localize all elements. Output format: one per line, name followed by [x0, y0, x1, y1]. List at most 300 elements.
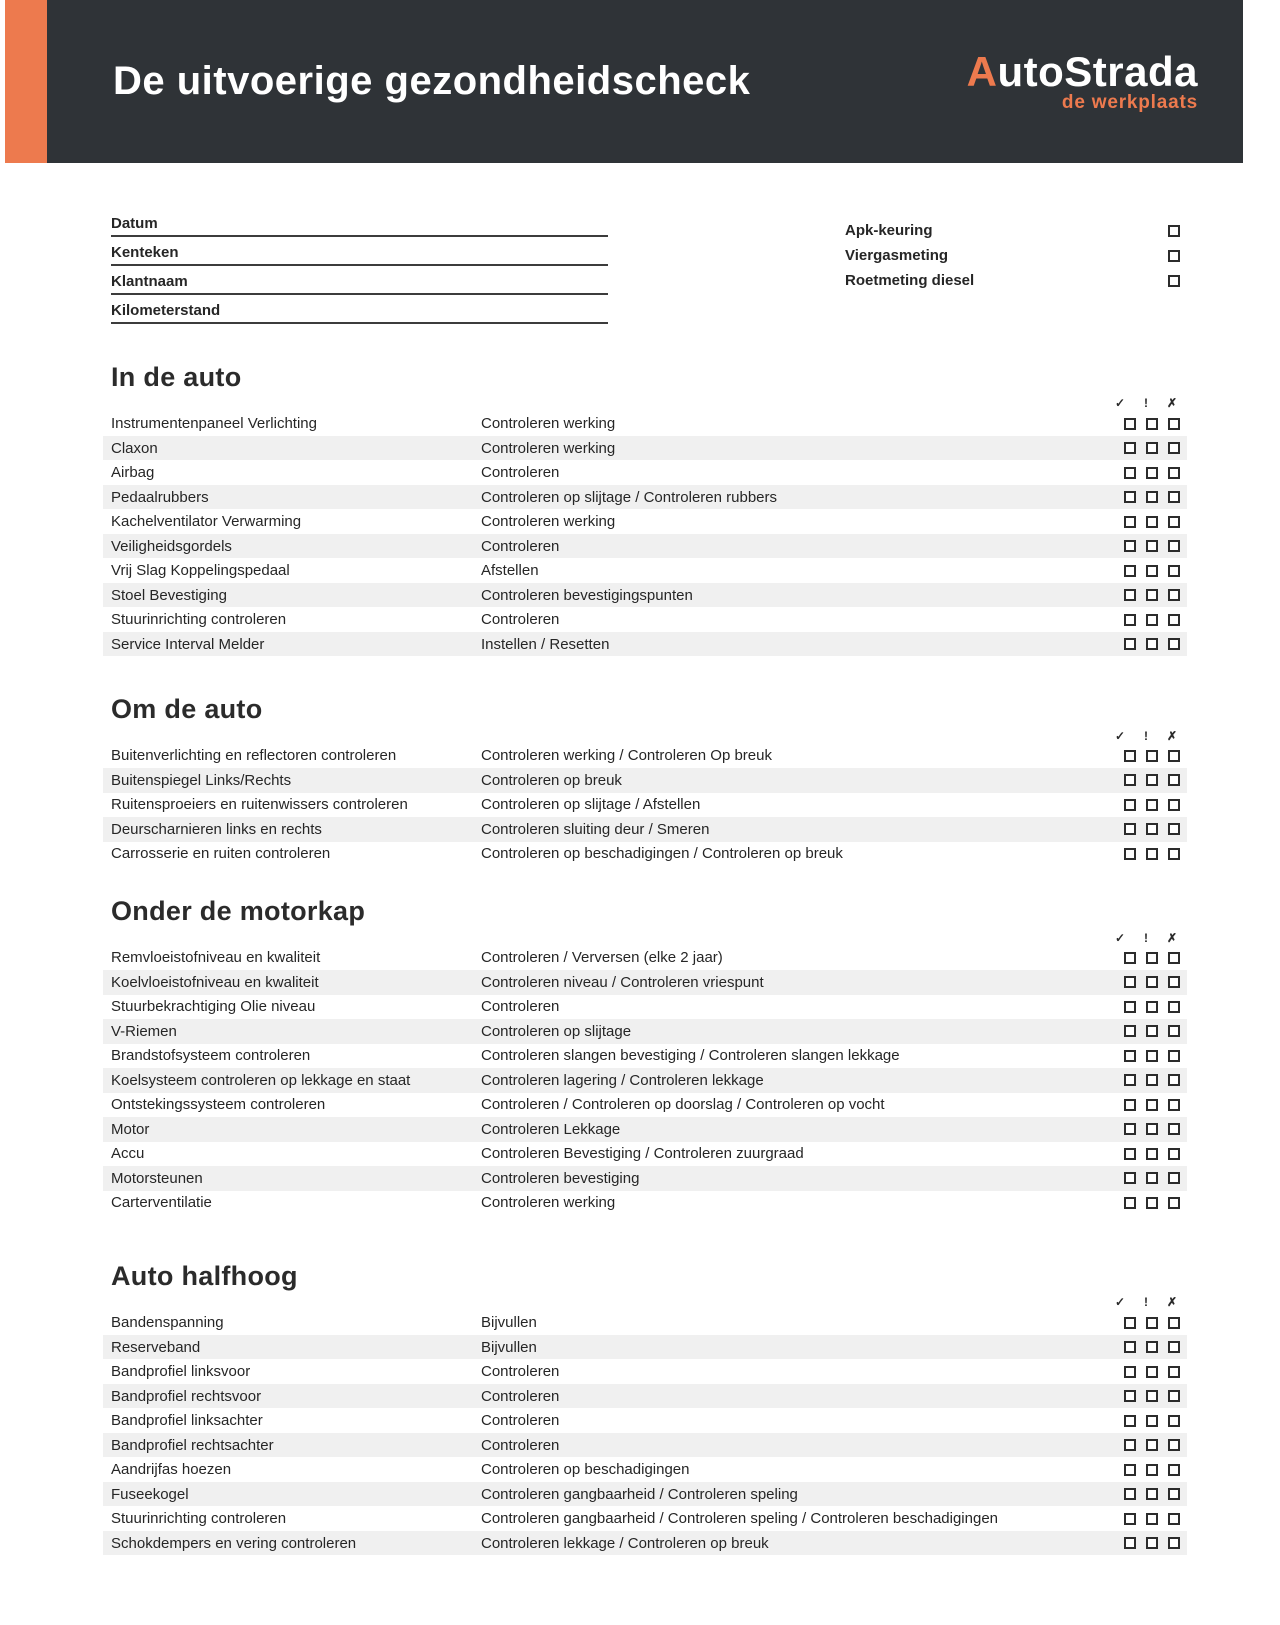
item-action: Controleren werking [481, 513, 616, 531]
checkbox-ok[interactable] [1124, 750, 1136, 762]
checklist-row [103, 1433, 1187, 1458]
item-name: Vrij Slag Koppelingspedaal [111, 562, 290, 580]
item-name: Bandprofiel rechtsvoor [111, 1387, 262, 1405]
checkmark-header-icon: ✓ [1114, 930, 1126, 945]
checkbox-ok[interactable] [1124, 614, 1136, 626]
checkbox-ok[interactable] [1124, 589, 1136, 601]
checklist-row [103, 436, 1187, 461]
item-name: Bandprofiel linksachter [111, 1412, 263, 1430]
checklist-row [103, 1068, 1187, 1093]
item-name: Pedaalrubbers [111, 488, 209, 506]
item-name: Ontstekingssysteem controleren [111, 1096, 326, 1114]
row-checkboxes [1124, 467, 1180, 479]
item-name: Brandstofsysteem controleren [111, 1047, 311, 1065]
checklist-row [103, 817, 1187, 842]
item-name: V-Riemen [111, 1022, 177, 1040]
item-action: Controleren / Controleren op doorslag / Controleren op vocht [481, 1096, 885, 1114]
item-action: Controleren [481, 537, 560, 555]
item-action: Controleren werking [481, 439, 616, 457]
item-name: Motorsteunen [111, 1169, 203, 1187]
item-name: Airbag [111, 464, 155, 482]
checklist-row [103, 1117, 1187, 1142]
field-label: Datum [111, 215, 158, 232]
item-action: Controleren / Verversen (elke 2 jaar) [481, 949, 723, 967]
checkbox-fail[interactable] [1168, 1001, 1180, 1013]
checkbox-attention[interactable] [1146, 1366, 1158, 1378]
item-action: Controleren [481, 464, 560, 482]
checkbox-ok[interactable] [1124, 799, 1136, 811]
row-checkboxes [1124, 848, 1180, 860]
row-checkboxes [1124, 565, 1180, 577]
exclamation-header-icon: ! [1144, 396, 1148, 411]
checkbox-ok[interactable] [1124, 1537, 1136, 1549]
checkbox-ok[interactable] [1124, 1172, 1136, 1184]
row-checkboxes [1124, 1123, 1180, 1135]
checklist-section [103, 1262, 1187, 1555]
item-action: Controleren niveau / Controleren vriespunt [481, 973, 764, 991]
section-rows [103, 946, 1187, 1216]
checkbox-attention[interactable] [1146, 565, 1158, 577]
checkbox-fail[interactable] [1168, 750, 1180, 762]
checkbox-fail[interactable] [1168, 1025, 1180, 1037]
row-checkboxes [1124, 1172, 1180, 1184]
checklist-row [103, 583, 1187, 608]
checkbox-attention[interactable] [1146, 1025, 1158, 1037]
section-title: Om de auto [111, 694, 263, 725]
top-form [111, 216, 1180, 332]
checklist-row [103, 946, 1187, 971]
checkbox-fail[interactable] [1168, 1488, 1180, 1500]
row-checkboxes [1124, 1001, 1180, 1013]
checkbox-attention[interactable] [1146, 799, 1158, 811]
checklist-row [103, 842, 1187, 867]
checkbox-ok[interactable] [1124, 848, 1136, 860]
item-name: Bandenspanning [111, 1314, 224, 1332]
checkbox-ok[interactable] [1124, 1099, 1136, 1111]
checkbox-fail[interactable] [1168, 1464, 1180, 1476]
checkbox-fail[interactable] [1168, 1341, 1180, 1353]
checkbox-fail[interactable] [1168, 442, 1180, 454]
checkbox-attention[interactable] [1146, 1415, 1158, 1427]
checkbox-attention[interactable] [1146, 638, 1158, 650]
checklist-row [103, 1142, 1187, 1167]
checkbox-attention[interactable] [1146, 1197, 1158, 1209]
row-checkboxes [1124, 1148, 1180, 1160]
checkbox-attention[interactable] [1146, 491, 1158, 503]
row-checkboxes [1124, 1415, 1180, 1427]
check-label: Viergasmeting [845, 247, 949, 264]
item-action: Controleren [481, 1436, 560, 1454]
item-action: Controleren Lekkage [481, 1120, 621, 1138]
checkbox-ok[interactable] [1124, 467, 1136, 479]
cross-header-icon: ✗ [1166, 1295, 1178, 1310]
checklist-row [103, 632, 1187, 657]
check-label: Roetmeting diesel [845, 272, 975, 289]
row-checkboxes [1124, 516, 1180, 528]
item-name: Carterventilatie [111, 1194, 212, 1212]
item-name: Stoel Bevestiging [111, 586, 227, 604]
check-label: Apk-keuring [845, 222, 933, 239]
item-action: Instellen / Resetten [481, 635, 610, 653]
check-column-headers [103, 730, 1187, 742]
checklist-section [103, 897, 1187, 1215]
checkbox-fail[interactable] [1168, 516, 1180, 528]
row-checkboxes [1124, 589, 1180, 601]
checklist-row [103, 1019, 1187, 1044]
checkbox-ok[interactable] [1124, 1464, 1136, 1476]
field-label: Klantnaam [111, 273, 188, 290]
item-name: Fuseekogel [111, 1485, 189, 1503]
checkbox-ok[interactable] [1124, 1148, 1136, 1160]
checkbox-attention[interactable] [1146, 1390, 1158, 1402]
checkbox-fail[interactable] [1168, 1123, 1180, 1135]
cross-header-icon: ✗ [1166, 396, 1178, 411]
checkbox-attention[interactable] [1146, 467, 1158, 479]
checkbox-attention[interactable] [1146, 774, 1158, 786]
checkbox-attention[interactable] [1146, 750, 1158, 762]
checkbox-fail[interactable] [1168, 638, 1180, 650]
item-action: Controleren Bevestiging / Controleren zuurgraad [481, 1145, 804, 1163]
checkbox-attention[interactable] [1146, 442, 1158, 454]
row-checkboxes [1124, 799, 1180, 811]
checklist-row [103, 1166, 1187, 1191]
row-checkboxes [1124, 1366, 1180, 1378]
checkbox-attention[interactable] [1146, 952, 1158, 964]
checkbox-ok[interactable] [1124, 1050, 1136, 1062]
row-checkboxes [1124, 1074, 1180, 1086]
checkbox-ok[interactable] [1124, 540, 1136, 552]
checkbox-fail[interactable] [1168, 1415, 1180, 1427]
item-name: Reserveband [111, 1338, 201, 1356]
checkbox-attention[interactable] [1146, 516, 1158, 528]
item-action: Controleren lagering / Controleren lekkage [481, 1071, 764, 1089]
row-checkboxes [1124, 1317, 1180, 1329]
checkbox-fail[interactable] [1168, 1366, 1180, 1378]
checklist-row [103, 534, 1187, 559]
checklist-row [103, 1531, 1187, 1556]
checkbox-attention[interactable] [1146, 976, 1158, 988]
checkbox-fail[interactable] [1168, 799, 1180, 811]
item-name: Carrosserie en ruiten controleren [111, 845, 331, 863]
checkbox-ok[interactable] [1124, 1439, 1136, 1451]
checklist-row [103, 1335, 1187, 1360]
logo-brand-rest: utoStrada [997, 48, 1198, 95]
item-action: Controleren op beschadigingen [481, 1461, 690, 1479]
checkbox-fail[interactable] [1168, 589, 1180, 601]
checkbox-ok[interactable] [1124, 774, 1136, 786]
item-name: Schokdempers en vering controleren [111, 1534, 357, 1552]
item-action: Controleren gangbaarheid / Controleren speling / Controleren beschadigingen [481, 1510, 999, 1528]
row-checkboxes [1124, 1025, 1180, 1037]
checkbox-ok[interactable] [1124, 491, 1136, 503]
checkbox-attention[interactable] [1146, 1317, 1158, 1329]
roetmeting-diesel-checkbox[interactable] [1168, 275, 1180, 287]
item-action: Afstellen [481, 562, 539, 580]
checklist-row [103, 558, 1187, 583]
checkbox-fail[interactable] [1168, 565, 1180, 577]
checkbox-ok[interactable] [1124, 823, 1136, 835]
inspection-checks [845, 216, 1180, 332]
item-name: Stuurinrichting controleren [111, 1510, 287, 1528]
row-checkboxes [1124, 638, 1180, 650]
checklist-row [103, 411, 1187, 436]
row-checkboxes [1124, 1390, 1180, 1402]
row-checkboxes [1124, 952, 1180, 964]
exclamation-header-icon: ! [1144, 1295, 1148, 1310]
checkbox-fail[interactable] [1168, 540, 1180, 552]
checkbox-attention[interactable] [1146, 1123, 1158, 1135]
checkbox-ok[interactable] [1124, 1197, 1136, 1209]
item-name: Motor [111, 1120, 150, 1138]
checklist-row [103, 1044, 1187, 1069]
item-action: Controleren bevestigingspunten [481, 586, 693, 604]
page-title: De uitvoerige gezondheidscheck [113, 59, 751, 103]
checkbox-ok[interactable] [1124, 1025, 1136, 1037]
checkbox-attention[interactable] [1146, 540, 1158, 552]
logo-brand [966, 48, 1198, 95]
checklist-row [103, 1482, 1187, 1507]
checkbox-fail[interactable] [1168, 1172, 1180, 1184]
section-rows [103, 411, 1187, 656]
checkbox-fail[interactable] [1168, 1099, 1180, 1111]
checkbox-ok[interactable] [1124, 952, 1136, 964]
checkbox-ok[interactable] [1124, 1488, 1136, 1500]
checkbox-attention[interactable] [1146, 1488, 1158, 1500]
checkbox-ok[interactable] [1124, 1366, 1136, 1378]
checkbox-fail[interactable] [1168, 1317, 1180, 1329]
row-checkboxes [1124, 540, 1180, 552]
row-checkboxes [1124, 774, 1180, 786]
field-label: Kilometerstand [111, 302, 221, 319]
item-action: Controleren slangen bevestiging / Controleren slangen lekkage [481, 1047, 900, 1065]
item-action: Controleren op slijtage / Controleren rubbers [481, 488, 777, 506]
datum-field [111, 216, 608, 237]
checkbox-ok[interactable] [1124, 1123, 1136, 1135]
cross-header-icon: ✗ [1166, 728, 1178, 743]
section-title: Onder de motorkap [111, 896, 366, 927]
checkbox-ok[interactable] [1124, 565, 1136, 577]
row-checkboxes [1124, 491, 1180, 503]
checklist-row [103, 1191, 1187, 1216]
item-action: Controleren sluiting deur / Smeren [481, 820, 710, 838]
item-action: Controleren lekkage / Controleren op breuk [481, 1534, 769, 1552]
logo-tagline: de werkplaats [1061, 92, 1198, 113]
checklist-row [103, 1093, 1187, 1118]
item-name: Buitenspiegel Links/Rechts [111, 771, 292, 789]
item-name: Accu [111, 1145, 145, 1163]
check-column-headers [103, 1296, 1187, 1308]
row-checkboxes [1124, 1050, 1180, 1062]
item-name: Stuurinrichting controleren [111, 611, 287, 629]
cross-header-icon: ✗ [1166, 930, 1178, 945]
row-checkboxes [1124, 1464, 1180, 1476]
item-name: Aandrijfas hoezen [111, 1461, 232, 1479]
item-action: Controleren werking [481, 1194, 616, 1212]
checkbox-attention[interactable] [1146, 1099, 1158, 1111]
field-label: Kenteken [111, 244, 179, 261]
checkbox-fail[interactable] [1168, 1390, 1180, 1402]
checkbox-attention[interactable] [1146, 1464, 1158, 1476]
checklist-row [103, 1384, 1187, 1409]
checkbox-ok[interactable] [1124, 1513, 1136, 1525]
checklist-row [103, 1359, 1187, 1384]
checkbox-fail[interactable] [1168, 1513, 1180, 1525]
item-name: Bandprofiel rechtsachter [111, 1436, 274, 1454]
item-action: Controleren werking / Controleren Op breuk [481, 747, 772, 765]
checkbox-fail[interactable] [1168, 1537, 1180, 1549]
checkbox-ok[interactable] [1124, 1390, 1136, 1402]
item-action: Controleren gangbaarheid / Controleren speling [481, 1485, 798, 1503]
row-checkboxes [1124, 442, 1180, 454]
item-name: Instrumentenpaneel Verlichting [111, 415, 317, 433]
item-name: Service Interval Melder [111, 635, 265, 653]
check-column-headers [103, 932, 1187, 944]
row-checkboxes [1124, 750, 1180, 762]
item-action: Controleren op breuk [481, 771, 622, 789]
checklist-section [103, 363, 1187, 656]
apk-keuring-checkbox[interactable] [1168, 225, 1180, 237]
logo-brand-accent-letter: A [966, 48, 998, 95]
checklist-row [103, 1310, 1187, 1335]
checkbox-ok[interactable] [1124, 442, 1136, 454]
checkbox-ok[interactable] [1124, 418, 1136, 430]
checklist-row [103, 970, 1187, 995]
checkbox-fail[interactable] [1168, 418, 1180, 430]
checkbox-fail[interactable] [1168, 823, 1180, 835]
kenteken-field [111, 245, 608, 266]
checkbox-fail[interactable] [1168, 1050, 1180, 1062]
klantnaam-field [111, 274, 608, 295]
checklist-row [103, 995, 1187, 1020]
checkmark-header-icon: ✓ [1114, 1295, 1126, 1310]
item-name: Kachelventilator Verwarming [111, 513, 302, 531]
item-action: Controleren op slijtage [481, 1022, 632, 1040]
checklist-row [103, 1408, 1187, 1433]
checkbox-fail[interactable] [1168, 1074, 1180, 1086]
checkbox-ok[interactable] [1124, 1074, 1136, 1086]
checkbox-attention[interactable] [1146, 614, 1158, 626]
item-action: Controleren [481, 998, 560, 1016]
checkbox-attention[interactable] [1146, 1537, 1158, 1549]
row-checkboxes [1124, 614, 1180, 626]
checkbox-attention[interactable] [1146, 1172, 1158, 1184]
item-action: Bijvullen [481, 1314, 537, 1332]
item-name: Veiligheidsgordels [111, 537, 232, 555]
checkbox-ok[interactable] [1124, 516, 1136, 528]
row-checkboxes [1124, 418, 1180, 430]
row-checkboxes [1124, 1439, 1180, 1451]
header-accent-bar [5, 0, 47, 163]
checkbox-attention[interactable] [1146, 1341, 1158, 1353]
check-column-headers [103, 397, 1187, 409]
checkbox-fail[interactable] [1168, 491, 1180, 503]
item-name: Claxon [111, 439, 158, 457]
form-fields [111, 216, 608, 332]
exclamation-header-icon: ! [1144, 728, 1148, 743]
checkbox-attention[interactable] [1146, 1074, 1158, 1086]
viergasmeting-row [845, 243, 1180, 268]
row-checkboxes [1124, 1197, 1180, 1209]
checklist-row [103, 509, 1187, 534]
checkbox-attention[interactable] [1146, 823, 1158, 835]
checkbox-attention[interactable] [1146, 1148, 1158, 1160]
section-title: In de auto [111, 362, 242, 392]
item-name: Koelsysteem controleren op lekkage en staat [111, 1071, 411, 1089]
item-action: Controleren werking [481, 415, 616, 433]
checklist-row [103, 460, 1187, 485]
checkbox-attention[interactable] [1146, 1513, 1158, 1525]
checkmark-header-icon: ✓ [1114, 396, 1126, 411]
checkbox-fail[interactable] [1168, 1197, 1180, 1209]
checklist-row [103, 768, 1187, 793]
checkbox-attention[interactable] [1146, 1050, 1158, 1062]
header-main [47, 0, 1243, 163]
item-action: Controleren [481, 611, 560, 629]
checkbox-fail[interactable] [1168, 774, 1180, 786]
checklist-row [103, 485, 1187, 510]
item-action: Controleren [481, 1363, 560, 1381]
checkbox-ok[interactable] [1124, 1415, 1136, 1427]
checkbox-attention[interactable] [1146, 589, 1158, 601]
section-rows [103, 1310, 1187, 1555]
section-title: Auto halfhoog [111, 1261, 298, 1292]
checkbox-fail[interactable] [1168, 1439, 1180, 1451]
item-action: Controleren [481, 1387, 560, 1405]
checklist-section [103, 695, 1187, 866]
checkbox-fail[interactable] [1168, 848, 1180, 860]
roetmeting-diesel-row [845, 268, 1180, 293]
section-rows [103, 744, 1187, 867]
item-name: Remvloeistofniveau en kwaliteit [111, 949, 321, 967]
viergasmeting-checkbox[interactable] [1168, 250, 1180, 262]
row-checkboxes [1124, 1513, 1180, 1525]
row-checkboxes [1124, 1537, 1180, 1549]
checklist-row [103, 793, 1187, 818]
autostrada-logo [966, 48, 1198, 113]
item-action: Bijvullen [481, 1338, 537, 1356]
checkmark-header-icon: ✓ [1114, 728, 1126, 743]
checkbox-ok[interactable] [1124, 1317, 1136, 1329]
item-name: Koelvloeistofniveau en kwaliteit [111, 973, 319, 991]
checkbox-attention[interactable] [1146, 1001, 1158, 1013]
exclamation-header-icon: ! [1144, 930, 1148, 945]
header [5, 0, 1243, 163]
checklist-row [103, 1506, 1187, 1531]
checkbox-fail[interactable] [1168, 952, 1180, 964]
checkbox-ok[interactable] [1124, 976, 1136, 988]
item-name: Stuurbekrachtiging Olie niveau [111, 998, 316, 1016]
row-checkboxes [1124, 976, 1180, 988]
checkbox-attention[interactable] [1146, 418, 1158, 430]
item-action: Controleren op slijtage / Afstellen [481, 796, 701, 814]
checklist-row [103, 744, 1187, 769]
checklist-sections [103, 363, 1187, 1555]
checkbox-attention[interactable] [1146, 1439, 1158, 1451]
checkbox-fail[interactable] [1168, 1148, 1180, 1160]
item-action: Controleren bevestiging [481, 1169, 640, 1187]
row-checkboxes [1124, 1099, 1180, 1111]
checkbox-fail[interactable] [1168, 467, 1180, 479]
checkbox-attention[interactable] [1146, 848, 1158, 860]
checkbox-ok[interactable] [1124, 1001, 1136, 1013]
checkbox-fail[interactable] [1168, 976, 1180, 988]
checkbox-fail[interactable] [1168, 614, 1180, 626]
row-checkboxes [1124, 823, 1180, 835]
checkbox-ok[interactable] [1124, 638, 1136, 650]
checkbox-ok[interactable] [1124, 1341, 1136, 1353]
item-name: Bandprofiel linksvoor [111, 1363, 251, 1381]
row-checkboxes [1124, 1341, 1180, 1353]
